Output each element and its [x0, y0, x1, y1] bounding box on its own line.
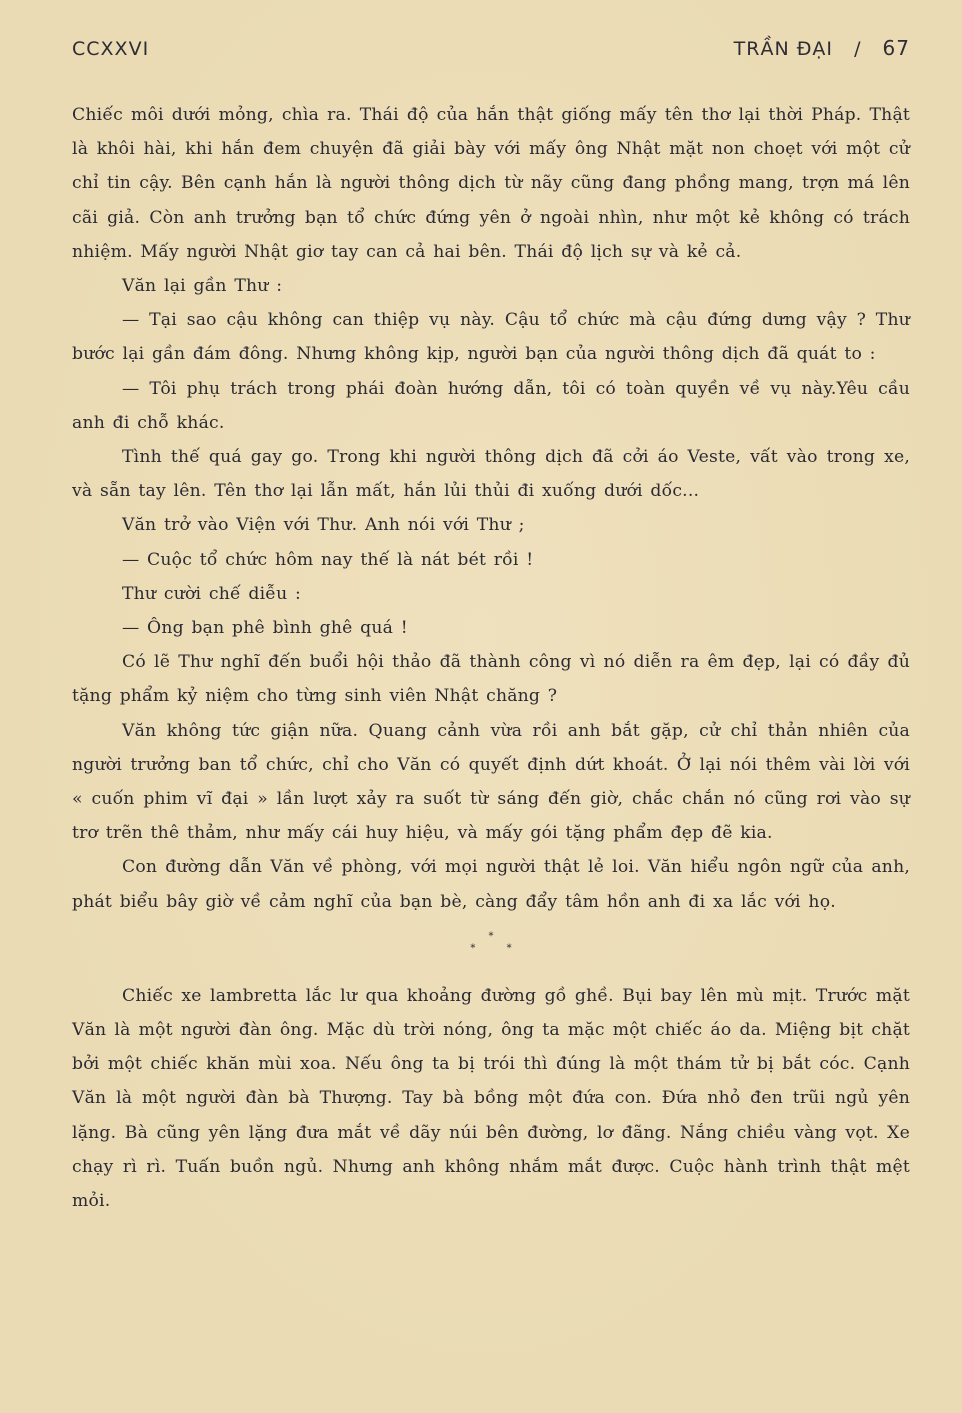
paragraph: Con đường dẫn Văn về phòng, với mọi người thật lẻ loi. Văn hiểu ngôn ngữ của anh, phát biểu bây giờ về cảm nghĩ của bạn bè, càng đẩy tâm hồn anh đi xa lắc với họ.	[72, 857, 910, 912]
section-separator	[72, 931, 910, 955]
author-name: TRẦN ĐẠI	[733, 38, 834, 60]
paragraph: — Tại sao cậu không can thiệp vụ này. Cậu tổ chức mà cậu đứng dưng vậy ? Thư bước lại gần đám đông. Nhưng không kịp, người bạn của người thông dịch đã quát to :	[72, 310, 910, 365]
paragraph: Chiếc xe lambretta lắc lư qua khoảng đường gồ ghề. Bụi bay lên mù mịt. Trước mặt Văn là một người đàn ông. Mặc dù trời nóng, ông ta mặc một chiếc áo da. Miệng bịt chặt bởi một chiếc khăn mùi xoa. Nếu ông ta bị trói thì đúng là một thám tử bị bắt cóc. Cạnh Văn là một người đàn bà Thượng. Tay bà bồng một đứa con. Đứa nhỏ đen trũi ngủ yên lặng. Bà cũng yên lặng đưa mắt về dãy núi bên đường, lơ đãng. Nắng chiều vàng vọt. Xe chạy rì rì. Tuấn buồn ngủ. Nhưng anh không nhắm mắt được. Cuộc hành trình thật mệt mỏi.	[72, 985, 910, 1212]
paragraph: Văn không tức giận nữa. Quang cảnh vừa rồi anh bắt gặp, cử chỉ thản nhiên của người trưởng ban tổ chức, chỉ cho Văn có quyết định dứt khoát. Ở lại nói thêm vài lời với « cuốn phim vĩ đại » lần lượt xảy ra suốt từ sáng đến giờ, chắc chắn nó cũng rơi vào sự trơ trẽn thê thảm, như mấy cái huy hiệu, và mấy gói tặng phẩm đẹp đẽ kia.	[72, 720, 910, 844]
paragraph: — Ông bạn phê bình ghê quá !	[122, 618, 408, 639]
paragraph: Văn lại gần Thư :	[122, 276, 283, 297]
running-header	[72, 36, 910, 60]
paragraph: Tình thế quá gay go. Trong khi người thông dịch đã cởi áo Veste, vất vào trong xe, và sẵn tay lên. Tên thơ lại lẫn mất, hắn lủi thủi đi xuống dưới dốc...	[72, 447, 910, 502]
paragraph: — Cuộc tổ chức hôm nay thế là nát bét rồi !	[122, 549, 534, 570]
header-divider: /	[854, 38, 862, 60]
paragraph: Văn trở vào Viện với Thư. Anh nói với Thư ;	[122, 515, 525, 536]
body-text	[72, 98, 910, 1218]
separator-top-asterisk: *	[488, 930, 494, 942]
chapter-number: CCXXVI	[72, 38, 150, 60]
header-right	[734, 36, 910, 60]
paragraph: Có lẽ Thư nghĩ đến buổi hội thảo đã thành công vì nó diễn ra êm đẹp, lại có đầy đủ tặng phẩm kỷ niệm cho từng sinh viên Nhật chăng ?	[72, 652, 910, 707]
paragraph: — Tôi phụ trách trong phái đoàn hướng dẫn, tôi có toàn quyền về vụ này.Yêu cầu anh đi chỗ khác.	[72, 378, 910, 433]
paragraph: Chiếc môi dưới mỏng, chìa ra. Thái độ của hắn thật giống mấy tên thơ lại thời Pháp. Thật là khôi hài, khi hắn đem chuyện đã giải bày với mấy ông Nhật mặt non choẹt với một cử chỉ tin cậy. Bên cạnh hắn là người thông dịch từ nãy cũng đang phồng mang, trợn má lên cãi giả. Còn anh trưởng bạn tổ chức đứng yên ở ngoài nhìn, như một kẻ không có trách nhiệm. Mấy người Nhật giơ tay can cả hai bên. Thái độ lịch sự và kẻ cả.	[72, 105, 910, 262]
paragraph: Thư cười chế diễu :	[122, 583, 302, 604]
page-number: 67	[882, 36, 910, 60]
separator-bottom-asterisks: * *	[470, 942, 526, 954]
